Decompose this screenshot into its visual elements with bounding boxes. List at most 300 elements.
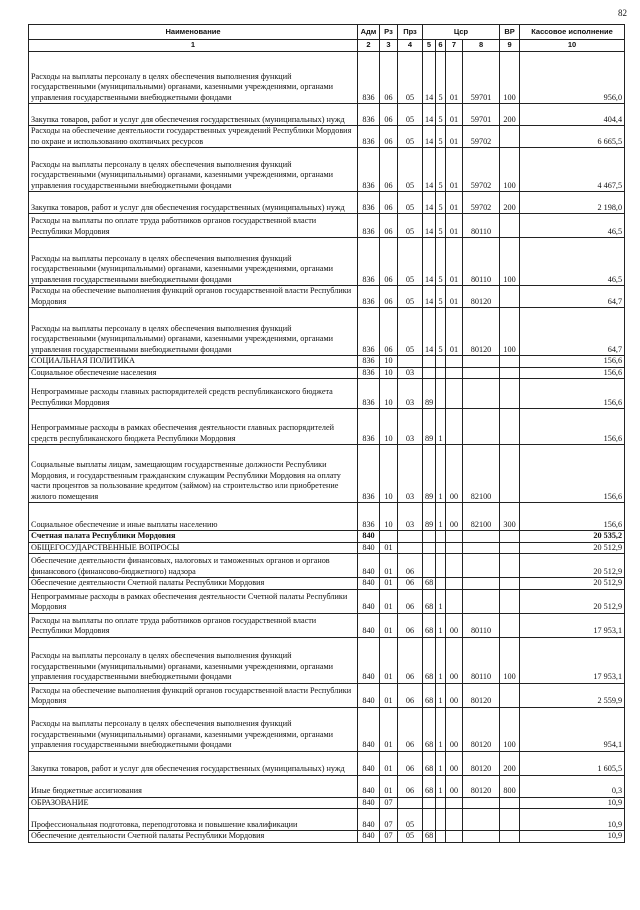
cell-vr <box>500 809 520 831</box>
cell-amount: 20 535,2 <box>520 531 625 543</box>
cell-csr-4 <box>463 531 500 543</box>
cell-name: Счетная палата Республики Мордовия <box>29 531 358 543</box>
cell-prz: 05 <box>398 809 423 831</box>
cell-prz <box>398 356 423 368</box>
cell-name: Расходы на выплаты по оплате труда работников органов государственной власти Республики Мордовия <box>29 214 358 238</box>
cell-csr-3 <box>446 356 463 368</box>
cell-csr-3: 01 <box>446 238 463 286</box>
header-vr: ВР <box>500 25 520 40</box>
cell-name: Расходы на выплаты персоналу в целях обеспечения выполнения функций государственными (муниципальными) органами, казенными учреждениями, органами управления государственными внебюджетными фондами <box>29 308 358 356</box>
budget-execution-table <box>28 24 625 843</box>
header-amount: Кассовое исполнение <box>520 25 625 40</box>
col-num: 7 <box>446 40 463 52</box>
cell-amount: 20 512,9 <box>520 578 625 590</box>
cell-prz: 06 <box>398 637 423 683</box>
cell-csr-1: 14 <box>423 238 436 286</box>
cell-name: Расходы на выплаты персоналу в целях обеспечения выполнения функций государственными (муниципальными) органами, казенными учреждениями, органами управления государственными внебюджетными фондами <box>29 238 358 286</box>
cell-vr <box>500 409 520 445</box>
cell-csr-2: 5 <box>436 126 446 148</box>
col-num: 4 <box>398 40 423 52</box>
cell-csr-2: 1 <box>436 409 446 445</box>
cell-name: Обеспечение деятельности финансовых, налоговых и таможенных органов и органов финансового (финансово-бюджетного) надзора <box>29 554 358 578</box>
cell-csr-1 <box>423 356 436 368</box>
header-adm: Адм <box>358 25 380 40</box>
cell-csr-4 <box>463 809 500 831</box>
header-csr: Цср <box>423 25 500 40</box>
header-row <box>29 25 625 40</box>
cell-csr-2 <box>436 367 446 379</box>
cell-csr-4: 80110 <box>463 214 500 238</box>
cell-csr-3 <box>446 409 463 445</box>
cell-rz: 10 <box>380 503 398 531</box>
cell-name: Расходы на выплаты персоналу в целях обеспечения выполнения функций государственными (муниципальными) органами, казенными учреждениями, органами управления государственными внебюджетными фондами <box>29 52 358 104</box>
cell-csr-2 <box>436 797 446 809</box>
cell-csr-2: 5 <box>436 308 446 356</box>
cell-csr-3: 00 <box>446 775 463 797</box>
cell-adm: 840 <box>358 797 380 809</box>
cell-csr-2 <box>436 809 446 831</box>
table-row <box>29 148 625 192</box>
table-row <box>29 52 625 104</box>
cell-vr: 100 <box>500 707 520 751</box>
cell-adm: 840 <box>358 775 380 797</box>
cell-csr-4 <box>463 589 500 613</box>
cell-rz: 01 <box>380 589 398 613</box>
header-name: Наименование <box>29 25 358 40</box>
cell-name: Обеспечение деятельности Счетной палаты Республики Мордовия <box>29 578 358 590</box>
cell-vr <box>500 356 520 368</box>
cell-csr-1: 14 <box>423 308 436 356</box>
cell-amount: 2 198,0 <box>520 192 625 214</box>
cell-csr-2: 1 <box>436 589 446 613</box>
cell-vr: 200 <box>500 104 520 126</box>
cell-prz: 05 <box>398 238 423 286</box>
table-row <box>29 542 625 554</box>
cell-prz: 06 <box>398 578 423 590</box>
cell-adm: 840 <box>358 554 380 578</box>
cell-rz: 06 <box>380 286 398 308</box>
cell-adm: 836 <box>358 308 380 356</box>
cell-name: Непрограммные расходы главных распорядителей средств республиканского бюджета Республики Мордовия <box>29 379 358 409</box>
cell-rz: 06 <box>380 238 398 286</box>
cell-adm: 836 <box>358 214 380 238</box>
cell-adm: 840 <box>358 589 380 613</box>
cell-adm: 840 <box>358 542 380 554</box>
cell-csr-3: 00 <box>446 751 463 775</box>
cell-name: Социальные выплаты лицам, замещающим государственные должности Республики Мордовия, и государственным гражданским служащим Республики Мордовия на оплату части процентов за пользование кредитом (займом) на строительство или приобретение жилого помещения <box>29 445 358 503</box>
cell-amount: 10,9 <box>520 797 625 809</box>
cell-csr-2: 5 <box>436 238 446 286</box>
cell-csr-4 <box>463 379 500 409</box>
cell-amount: 2 559,9 <box>520 683 625 707</box>
cell-csr-3: 01 <box>446 214 463 238</box>
col-num: 5 <box>423 40 436 52</box>
cell-csr-1: 89 <box>423 503 436 531</box>
cell-amount: 10,9 <box>520 831 625 843</box>
cell-amount: 1 605,5 <box>520 751 625 775</box>
cell-csr-3 <box>446 542 463 554</box>
table-row <box>29 751 625 775</box>
cell-adm: 840 <box>358 578 380 590</box>
cell-csr-3 <box>446 831 463 843</box>
cell-csr-4 <box>463 542 500 554</box>
cell-csr-3: 00 <box>446 637 463 683</box>
cell-csr-2 <box>436 554 446 578</box>
page-number: 82 <box>618 8 627 18</box>
cell-csr-1: 68 <box>423 775 436 797</box>
table-row <box>29 831 625 843</box>
cell-amount: 64,7 <box>520 286 625 308</box>
cell-csr-2: 1 <box>436 637 446 683</box>
cell-csr-1 <box>423 542 436 554</box>
cell-csr-2: 5 <box>436 52 446 104</box>
cell-csr-4 <box>463 356 500 368</box>
table-row <box>29 637 625 683</box>
cell-vr <box>500 214 520 238</box>
cell-prz: 03 <box>398 379 423 409</box>
cell-csr-4: 80120 <box>463 308 500 356</box>
cell-rz <box>380 531 398 543</box>
cell-csr-2: 1 <box>436 707 446 751</box>
cell-name: Социальное обеспечение населения <box>29 367 358 379</box>
cell-vr <box>500 797 520 809</box>
table-row <box>29 589 625 613</box>
cell-adm: 836 <box>358 104 380 126</box>
cell-csr-1: 68 <box>423 707 436 751</box>
cell-adm: 836 <box>358 379 380 409</box>
cell-csr-2 <box>436 356 446 368</box>
cell-name: Иные бюджетные ассигнования <box>29 775 358 797</box>
cell-prz: 05 <box>398 148 423 192</box>
cell-name: ОБРАЗОВАНИЕ <box>29 797 358 809</box>
cell-name: Расходы на выплаты по оплате труда работников органов государственной власти Республики Мордовия <box>29 613 358 637</box>
cell-amount: 4 467,5 <box>520 148 625 192</box>
cell-csr-1: 14 <box>423 126 436 148</box>
cell-adm: 840 <box>358 637 380 683</box>
cell-csr-3 <box>446 578 463 590</box>
cell-rz: 06 <box>380 104 398 126</box>
cell-rz: 06 <box>380 52 398 104</box>
cell-csr-3: 01 <box>446 286 463 308</box>
cell-amount: 0,3 <box>520 775 625 797</box>
cell-vr: 100 <box>500 52 520 104</box>
cell-name: Закупка товаров, работ и услуг для обеспечения государственных (муниципальных) нужд <box>29 192 358 214</box>
cell-csr-4: 59701 <box>463 104 500 126</box>
table-row <box>29 683 625 707</box>
cell-rz: 06 <box>380 214 398 238</box>
cell-csr-1 <box>423 531 436 543</box>
cell-csr-4 <box>463 409 500 445</box>
table-row <box>29 356 625 368</box>
cell-csr-1: 68 <box>423 831 436 843</box>
cell-adm: 840 <box>358 613 380 637</box>
cell-prz: 06 <box>398 707 423 751</box>
cell-prz: 06 <box>398 751 423 775</box>
cell-csr-2: 1 <box>436 683 446 707</box>
cell-name: Профессиональная подготовка, переподготовка и повышение квалификации <box>29 809 358 831</box>
cell-rz: 01 <box>380 613 398 637</box>
cell-vr <box>500 379 520 409</box>
cell-prz: 06 <box>398 683 423 707</box>
cell-csr-2: 5 <box>436 104 446 126</box>
cell-csr-2 <box>436 379 446 409</box>
cell-adm: 836 <box>358 503 380 531</box>
cell-adm: 840 <box>358 751 380 775</box>
table-row <box>29 409 625 445</box>
cell-name: Расходы на выплаты персоналу в целях обеспечения выполнения функций государственными (муниципальными) органами, казенными учреждениями, органами управления государственными внебюджетными фондами <box>29 148 358 192</box>
cell-csr-1: 68 <box>423 637 436 683</box>
cell-amount: 10,9 <box>520 809 625 831</box>
table-row <box>29 531 625 543</box>
cell-vr: 200 <box>500 751 520 775</box>
cell-amount: 156,6 <box>520 379 625 409</box>
cell-vr <box>500 683 520 707</box>
cell-name: Расходы на обеспечение выполнения функций органов государственной власти Республики Мордовия <box>29 286 358 308</box>
col-num: 1 <box>29 40 358 52</box>
cell-csr-1: 14 <box>423 148 436 192</box>
table-row <box>29 214 625 238</box>
cell-rz: 06 <box>380 192 398 214</box>
cell-csr-3 <box>446 554 463 578</box>
cell-prz <box>398 797 423 809</box>
cell-prz: 06 <box>398 589 423 613</box>
cell-csr-4: 80120 <box>463 751 500 775</box>
cell-csr-4: 80120 <box>463 775 500 797</box>
table-row <box>29 707 625 751</box>
cell-csr-4 <box>463 554 500 578</box>
cell-amount: 46,5 <box>520 214 625 238</box>
cell-adm: 840 <box>358 683 380 707</box>
cell-csr-3 <box>446 531 463 543</box>
cell-adm: 840 <box>358 831 380 843</box>
cell-name: Непрограммные расходы в рамках обеспечения деятельности Счетной палаты Республики Мордовия <box>29 589 358 613</box>
cell-rz: 07 <box>380 809 398 831</box>
cell-csr-3 <box>446 379 463 409</box>
cell-amount: 20 512,9 <box>520 554 625 578</box>
cell-vr <box>500 831 520 843</box>
cell-name: ОБЩЕГОСУДАРСТВЕННЫЕ ВОПРОСЫ <box>29 542 358 554</box>
cell-adm: 836 <box>358 126 380 148</box>
col-num: 2 <box>358 40 380 52</box>
table-row <box>29 308 625 356</box>
header-rz: Рз <box>380 25 398 40</box>
cell-name: Закупка товаров, работ и услуг для обеспечения государственных (муниципальных) нужд <box>29 104 358 126</box>
cell-adm: 836 <box>358 409 380 445</box>
cell-amount: 404,4 <box>520 104 625 126</box>
cell-adm: 836 <box>358 52 380 104</box>
cell-csr-3: 00 <box>446 613 463 637</box>
cell-amount: 64,7 <box>520 308 625 356</box>
cell-csr-3: 01 <box>446 126 463 148</box>
cell-prz: 03 <box>398 445 423 503</box>
cell-csr-3: 01 <box>446 148 463 192</box>
cell-csr-1: 14 <box>423 214 436 238</box>
cell-csr-1: 89 <box>423 445 436 503</box>
cell-name: СОЦИАЛЬНАЯ ПОЛИТИКА <box>29 356 358 368</box>
cell-prz: 03 <box>398 409 423 445</box>
cell-prz: 03 <box>398 503 423 531</box>
cell-csr-1: 14 <box>423 286 436 308</box>
cell-prz: 05 <box>398 126 423 148</box>
cell-csr-2: 5 <box>436 214 446 238</box>
cell-csr-1: 68 <box>423 578 436 590</box>
col-num: 8 <box>463 40 500 52</box>
cell-name: Расходы на выплаты персоналу в целях обеспечения выполнения функций государственными (муниципальными) органами, казенными учреждениями, органами управления государственными внебюджетными фондами <box>29 637 358 683</box>
cell-csr-4: 80120 <box>463 683 500 707</box>
cell-adm: 836 <box>358 367 380 379</box>
cell-csr-1: 68 <box>423 589 436 613</box>
cell-csr-4: 82100 <box>463 503 500 531</box>
cell-rz: 07 <box>380 831 398 843</box>
cell-vr: 800 <box>500 775 520 797</box>
cell-csr-4: 59702 <box>463 192 500 214</box>
cell-csr-4: 59702 <box>463 148 500 192</box>
cell-rz: 01 <box>380 637 398 683</box>
cell-csr-3 <box>446 809 463 831</box>
cell-vr: 100 <box>500 308 520 356</box>
cell-csr-4 <box>463 831 500 843</box>
cell-vr <box>500 126 520 148</box>
cell-adm: 836 <box>358 148 380 192</box>
cell-adm: 836 <box>358 356 380 368</box>
cell-prz: 05 <box>398 214 423 238</box>
cell-csr-3: 00 <box>446 683 463 707</box>
cell-csr-1 <box>423 809 436 831</box>
cell-prz: 03 <box>398 367 423 379</box>
table-row <box>29 809 625 831</box>
cell-adm: 840 <box>358 531 380 543</box>
cell-rz: 01 <box>380 578 398 590</box>
cell-csr-3: 00 <box>446 445 463 503</box>
cell-vr: 100 <box>500 637 520 683</box>
cell-amount: 17 953,1 <box>520 613 625 637</box>
cell-csr-2 <box>436 578 446 590</box>
cell-csr-4: 80120 <box>463 286 500 308</box>
cell-prz: 06 <box>398 554 423 578</box>
cell-vr <box>500 531 520 543</box>
cell-rz: 10 <box>380 409 398 445</box>
cell-rz: 10 <box>380 356 398 368</box>
cell-amount: 156,6 <box>520 503 625 531</box>
cell-adm: 836 <box>358 192 380 214</box>
cell-csr-2: 1 <box>436 503 446 531</box>
cell-prz: 05 <box>398 104 423 126</box>
header-prz: Прз <box>398 25 423 40</box>
cell-rz: 06 <box>380 126 398 148</box>
cell-prz: 05 <box>398 192 423 214</box>
cell-prz <box>398 542 423 554</box>
table-row <box>29 797 625 809</box>
cell-amount: 20 512,9 <box>520 542 625 554</box>
cell-vr <box>500 367 520 379</box>
cell-amount: 156,6 <box>520 409 625 445</box>
table-row <box>29 286 625 308</box>
cell-vr <box>500 542 520 554</box>
table-row <box>29 613 625 637</box>
table-row <box>29 238 625 286</box>
cell-name: Социальное обеспечение и иные выплаты населению <box>29 503 358 531</box>
cell-csr-1: 14 <box>423 104 436 126</box>
cell-rz: 06 <box>380 308 398 356</box>
col-num: 6 <box>436 40 446 52</box>
cell-amount: 156,6 <box>520 367 625 379</box>
cell-vr <box>500 554 520 578</box>
cell-amount: 17 953,1 <box>520 637 625 683</box>
cell-rz: 01 <box>380 707 398 751</box>
cell-name: Закупка товаров, работ и услуг для обеспечения государственных (муниципальных) нужд <box>29 751 358 775</box>
cell-csr-4: 82100 <box>463 445 500 503</box>
cell-csr-3 <box>446 797 463 809</box>
table-row <box>29 554 625 578</box>
cell-prz: 05 <box>398 831 423 843</box>
cell-prz: 06 <box>398 613 423 637</box>
table-row <box>29 578 625 590</box>
cell-name: Непрограммные расходы в рамках обеспечения деятельности главных распорядителей средств республиканского бюджета Республики Мордовия <box>29 409 358 445</box>
cell-prz: 05 <box>398 308 423 356</box>
cell-csr-3: 01 <box>446 52 463 104</box>
cell-csr-4: 59701 <box>463 52 500 104</box>
cell-csr-1 <box>423 367 436 379</box>
table-row <box>29 126 625 148</box>
cell-csr-1: 68 <box>423 751 436 775</box>
cell-csr-1: 89 <box>423 379 436 409</box>
col-num: 10 <box>520 40 625 52</box>
cell-csr-3: 01 <box>446 308 463 356</box>
cell-csr-4 <box>463 797 500 809</box>
cell-csr-3 <box>446 367 463 379</box>
table-row <box>29 503 625 531</box>
cell-adm: 840 <box>358 707 380 751</box>
cell-rz: 01 <box>380 751 398 775</box>
column-number-row <box>29 40 625 52</box>
cell-csr-1: 68 <box>423 683 436 707</box>
cell-csr-2: 5 <box>436 148 446 192</box>
cell-csr-2: 5 <box>436 286 446 308</box>
cell-rz: 01 <box>380 542 398 554</box>
cell-csr-4 <box>463 367 500 379</box>
cell-csr-1: 14 <box>423 192 436 214</box>
cell-csr-4: 80120 <box>463 707 500 751</box>
cell-adm: 836 <box>358 445 380 503</box>
cell-csr-1: 68 <box>423 613 436 637</box>
cell-prz: 05 <box>398 286 423 308</box>
cell-vr: 200 <box>500 192 520 214</box>
cell-csr-4 <box>463 578 500 590</box>
cell-amount: 46,5 <box>520 238 625 286</box>
cell-amount: 156,6 <box>520 445 625 503</box>
cell-name: Расходы на выплаты персоналу в целях обеспечения выполнения функций государственными (муниципальными) органами, казенными учреждениями, органами управления государственными внебюджетными фондами <box>29 707 358 751</box>
cell-csr-4: 80110 <box>463 637 500 683</box>
cell-csr-4: 80110 <box>463 613 500 637</box>
cell-rz: 07 <box>380 797 398 809</box>
cell-vr <box>500 613 520 637</box>
cell-amount: 956,0 <box>520 52 625 104</box>
cell-csr-3: 01 <box>446 104 463 126</box>
cell-amount: 954,1 <box>520 707 625 751</box>
cell-csr-2 <box>436 531 446 543</box>
cell-rz: 10 <box>380 367 398 379</box>
cell-prz: 06 <box>398 775 423 797</box>
cell-csr-2: 1 <box>436 613 446 637</box>
cell-name: Расходы на обеспечение деятельности государственных учреждений Республики Мордовия по охране и использованию охотничьих ресурсов <box>29 126 358 148</box>
table-row <box>29 775 625 797</box>
cell-vr: 100 <box>500 148 520 192</box>
cell-prz <box>398 531 423 543</box>
cell-rz: 01 <box>380 775 398 797</box>
cell-csr-4: 80110 <box>463 238 500 286</box>
cell-adm: 840 <box>358 809 380 831</box>
cell-csr-4: 59702 <box>463 126 500 148</box>
